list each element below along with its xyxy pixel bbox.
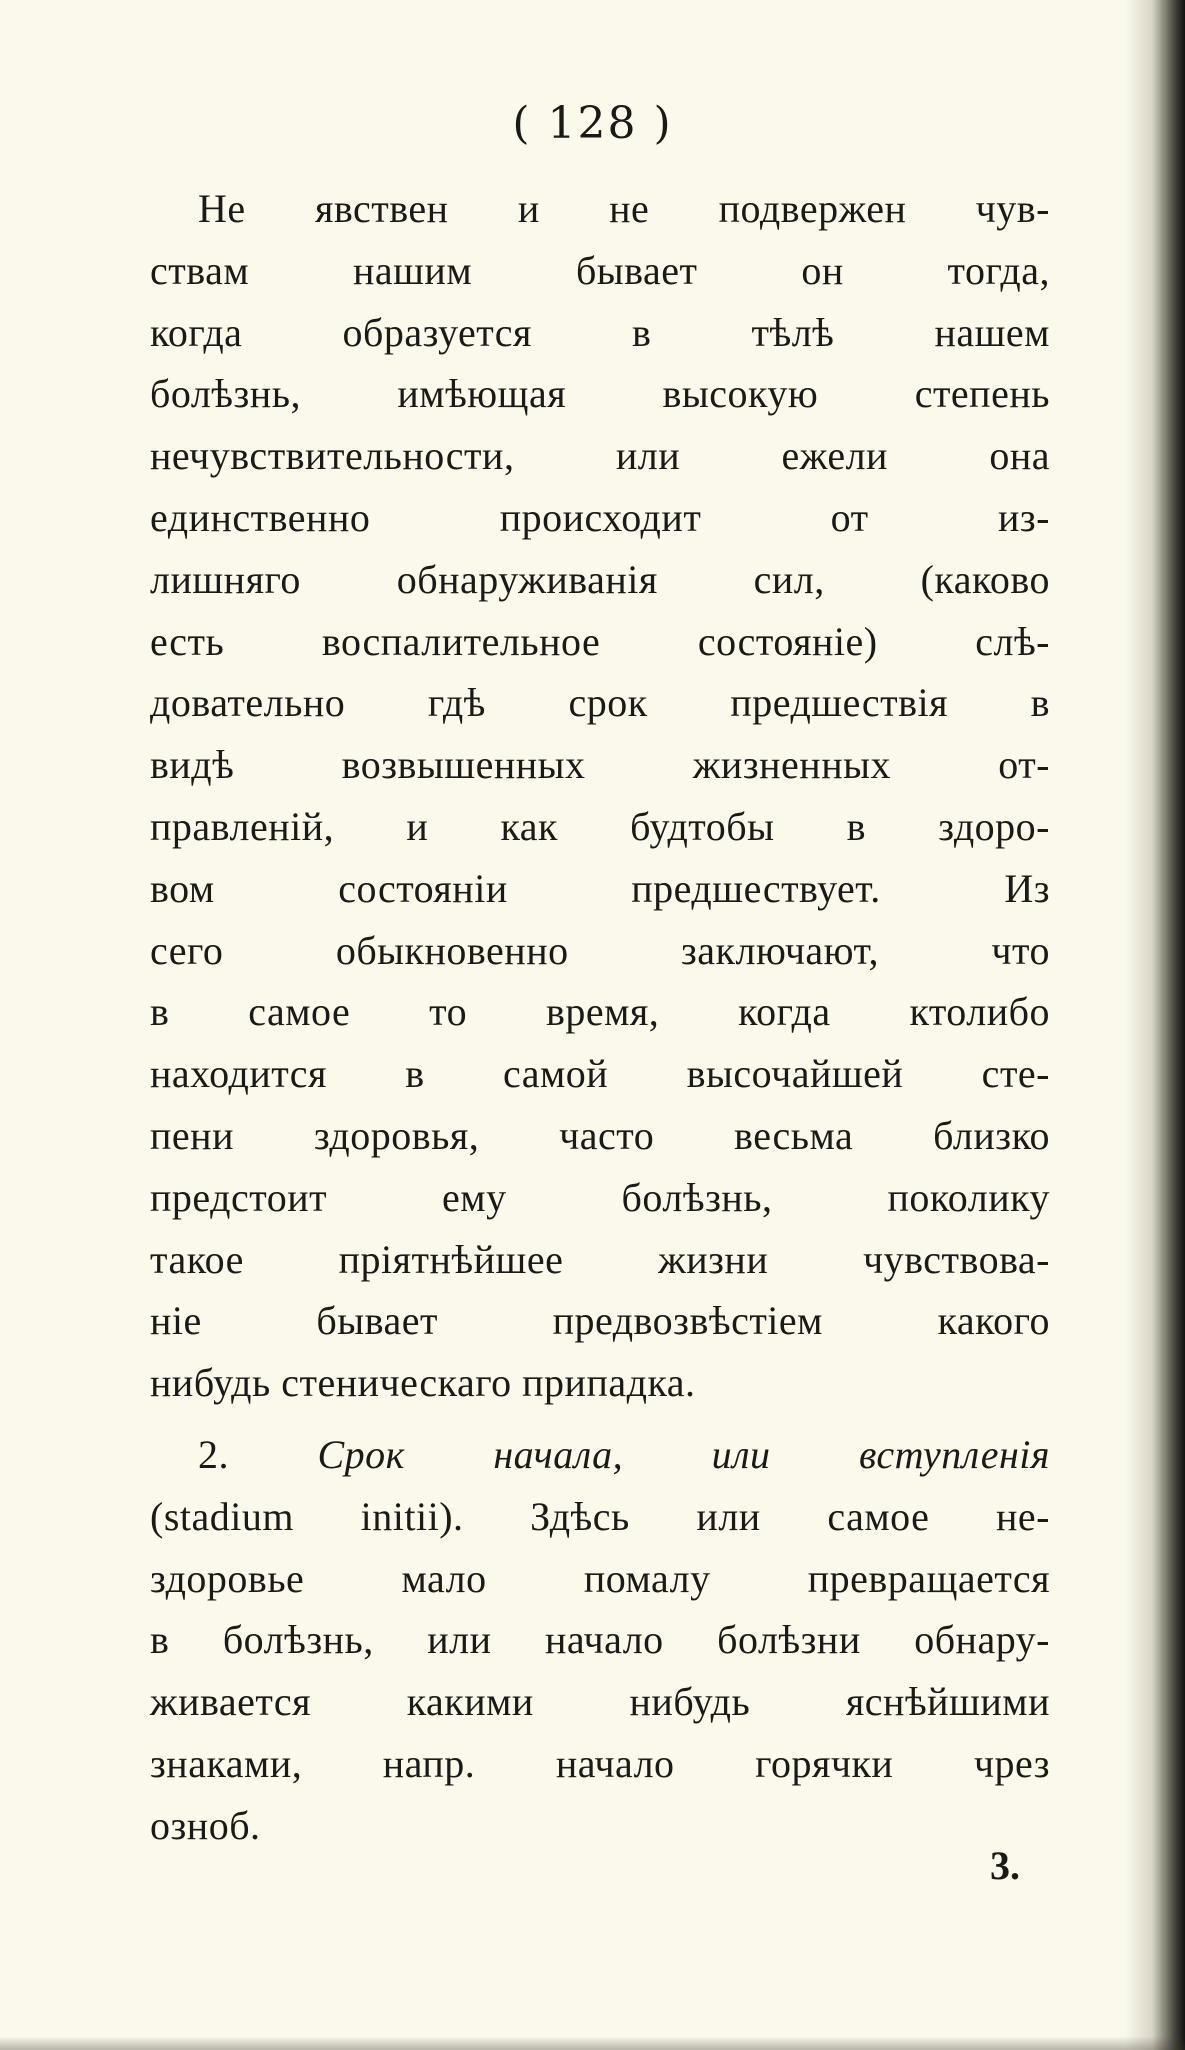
text-line: такое пріятнѣйшее жизни чувствова- <box>150 1236 1050 1282</box>
text-line: пени здоровья, часто весьма близко <box>150 1112 1050 1158</box>
text-line: довательно гдѣ срок предшествія в <box>150 680 1050 726</box>
text-line: предстоит ему болѣзнь, поколику <box>150 1174 1050 1220</box>
text-line: Не явствен и не подвержен чув- <box>198 186 1050 231</box>
text-line: здоровье мало помалу превращается <box>150 1555 1050 1601</box>
binding-shadow <box>1125 0 1185 2050</box>
text-line: сего обыкновенно заключают, что <box>150 927 1050 973</box>
text-line: единственно происходит от из- <box>150 494 1050 540</box>
bottom-edge-shadow <box>0 2036 1185 2050</box>
text-line: правленій, и как будтобы в здоро- <box>150 803 1050 849</box>
section-heading-line <box>150 1424 1050 1486</box>
text-line: болѣзнь, имѣющая высокую степень <box>150 371 1050 417</box>
text-line: находится в самой высочайшей сте- <box>150 1051 1050 1097</box>
text-line: живается какими нибудь яснѣйшими <box>150 1679 1050 1725</box>
text-line: в болѣзнь, или начало болѣзни обнару- <box>150 1617 1050 1663</box>
text-line: есть воспалительное состояніе) слѣ- <box>150 618 1050 664</box>
text-line: нечувствительности, или ежели она <box>150 433 1050 479</box>
text-line: (stadium initii). Здѣсь или самое не- <box>150 1493 1050 1539</box>
section-number: 2. <box>198 1431 229 1477</box>
text-line: когда образуется в тѣлѣ нашем <box>150 309 1050 355</box>
text-line: вом состояніи предшествует. Из <box>150 865 1050 911</box>
body-text <box>150 178 1050 1857</box>
section-title: Срок начала, или вступленія <box>317 1431 1050 1477</box>
text-line: озноб. <box>150 1802 261 1848</box>
text-line: ніе бывает предвозвѣстіем какого <box>150 1298 1050 1344</box>
text-line: в самое то время, когда ктолибо <box>150 989 1050 1035</box>
page-number: ( 128 ) <box>512 98 673 149</box>
catchword: 3. <box>990 1843 1020 1888</box>
text-line: лишняго обнаруживанія сил, (каково <box>150 556 1050 602</box>
text-line: нибудь стеническаго припадка. <box>150 1360 696 1406</box>
text-line: ствам нашим бывает он тогда, <box>150 247 1050 293</box>
text-line: знаками, напр. начало горячки чрез <box>150 1740 1050 1786</box>
text-line: видѣ возвышенных жизненных от- <box>150 742 1050 788</box>
